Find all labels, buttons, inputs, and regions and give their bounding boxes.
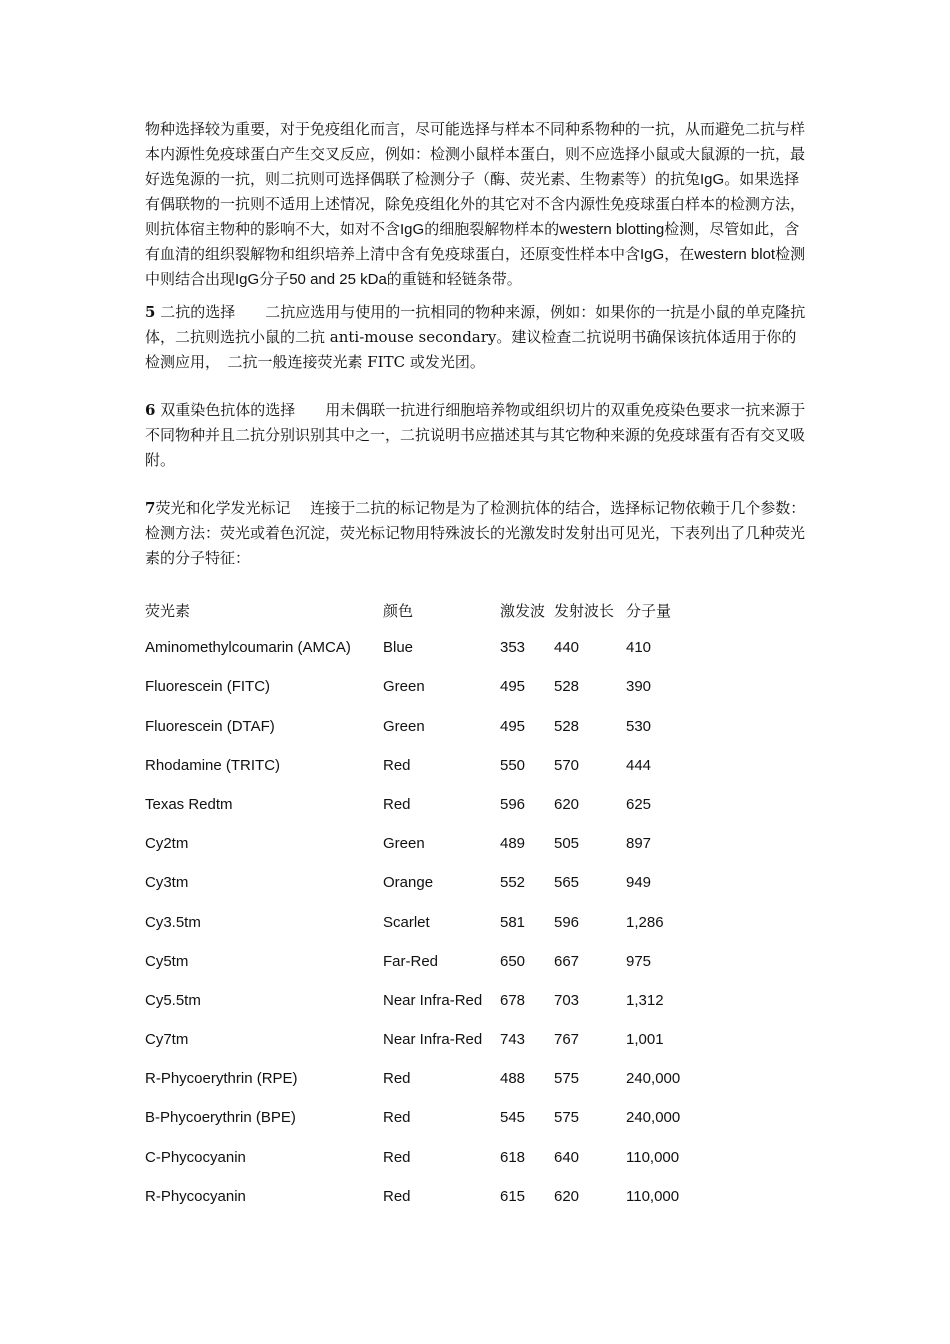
table-header-row [145,594,765,633]
text-run: 。如果选择有偶联物的一抗则不适用上述情况，除免疫组化外的其它对不含内源性免疫球蛋白样本的检测方法，则抗体宿主物种的影响不大，如对不含 [145,170,806,238]
section-number: 6 [145,401,156,419]
header-excitation: 激发波 [500,602,546,620]
paragraph-species-selection [145,117,809,292]
text-run: 的细胞裂解物样本的 [424,220,560,238]
text-run: 物种选择较为重要，对于免疫组化而言，尽可能选择与样本不同种系物种的一抗，从而避免二抗与样本内源性免疫球蛋白产生交叉反应，例如：检测小鼠样本蛋白，则不应选择小鼠或大鼠源的一抗，最好选兔源的一抗，则二抗则可选择偶联了检测分子（酶、荧光素、生物素等）的抗兔 [145,120,806,188]
section-number: 7 [145,499,156,517]
text-run: 分子 [259,270,290,288]
cell-fluorophore: Aminomethylcoumarin (AMCA) [145,639,351,657]
cell-excitation: 615 [500,1187,526,1205]
table-body [145,633,765,1221]
cell-excitation: 495 [500,717,526,735]
cell-emission: 440 [554,639,580,657]
table-row [145,633,765,672]
text-run: IgG [640,246,665,263]
cell-molecular-weight: 390 [626,678,652,696]
cell-fluorophore: Cy7tm [145,1031,189,1049]
cell-excitation: 489 [500,835,526,853]
cell-color: Blue [383,639,414,657]
cell-fluorophore: C-Phycocyanin [145,1148,246,1166]
header-color: 颜色 [383,602,414,620]
table-row [145,712,765,751]
cell-excitation: 495 [500,678,526,696]
cell-emission: 596 [554,913,580,931]
text-run: IgG [235,271,260,288]
cell-molecular-weight: 897 [626,835,652,853]
cell-molecular-weight: 975 [626,952,652,970]
cell-molecular-weight: 444 [626,756,652,774]
cell-excitation: 743 [500,1031,526,1049]
cell-emission: 575 [554,1070,580,1088]
table-row [145,1143,765,1182]
text-run: 的重链和轻链条带。 [386,270,522,288]
table-row [145,1025,765,1064]
cell-excitation: 353 [500,639,526,657]
cell-color: Red [383,1109,411,1127]
table-row [145,672,765,711]
cell-fluorophore: R-Phycocyanin [145,1187,246,1205]
header-fluorophore: 荧光素 [145,602,191,620]
cell-fluorophore: Fluorescein (DTAF) [145,717,275,735]
table-row [145,1103,765,1142]
table-row [145,1064,765,1103]
cell-excitation: 678 [500,991,526,1009]
cell-color: Near Infra-Red [383,1031,483,1049]
cell-color: Far-Red [383,952,439,970]
text-run: western blot [694,246,776,263]
cell-emission: 667 [554,952,580,970]
cell-molecular-weight: 240,000 [626,1070,681,1088]
table-row [145,829,765,868]
cell-molecular-weight: 1,312 [626,991,664,1009]
header-molecular-weight: 分子量 [626,602,672,620]
cell-fluorophore: Texas Redtm [145,795,233,813]
cell-emission: 767 [554,1031,580,1049]
paragraph-text: 荧光和化学发光标记 连接于二抗的标记物是为了检测抗体的结合，选择标记物依赖于几个参数：检测方法：荧光或着色沉淀，荧光标记物用特殊波长的光激发时发射出可见光，下表列出了几种荧光素的分子特征： [145,499,806,567]
cell-emission: 565 [554,874,580,892]
paragraph-double-staining [145,398,809,473]
cell-molecular-weight: 1,286 [626,913,664,931]
cell-emission: 570 [554,756,580,774]
cell-excitation: 596 [500,795,526,813]
cell-fluorophore: Cy3tm [145,874,189,892]
cell-fluorophore: Cy3.5tm [145,913,201,931]
cell-excitation: 550 [500,756,526,774]
cell-emission: 528 [554,678,580,696]
paragraph-text: 双重染色抗体的选择 用未偶联一抗进行细胞培养物或组织切片的双重免疫染色要求一抗来源于不同物种并且二抗分别识别其中之一，二抗说明书应描述其与其它物种来源的免疫球蛋有否有交叉吸附。 [145,401,806,469]
cell-fluorophore: Rhodamine (TRITC) [145,756,281,774]
cell-color: Green [383,678,425,696]
cell-emission: 620 [554,795,580,813]
cell-color: Green [383,835,425,853]
cell-fluorophore: Cy2tm [145,835,189,853]
cell-color: Near Infra-Red [383,991,483,1009]
section-number: 5 [145,303,156,321]
cell-emission: 575 [554,1109,580,1127]
cell-emission: 528 [554,717,580,735]
cell-molecular-weight: 949 [626,874,652,892]
cell-fluorophore: Cy5.5tm [145,991,201,1009]
table-row [145,947,765,986]
text-run: western blotting [559,221,665,238]
cell-molecular-weight: 625 [626,795,652,813]
cell-color: Red [383,1070,411,1088]
cell-excitation: 581 [500,913,526,931]
paragraph-labels [145,496,809,571]
cell-emission: 640 [554,1148,580,1166]
cell-color: Red [383,1148,411,1166]
header-emission: 发射波长 [554,602,615,620]
table-row [145,790,765,829]
cell-molecular-weight: 1,001 [626,1031,664,1049]
text-run: 50 and 25 kDa [289,271,387,288]
cell-excitation: 552 [500,874,526,892]
cell-excitation: 618 [500,1148,526,1166]
cell-fluorophore: Fluorescein (FITC) [145,678,271,696]
cell-excitation: 545 [500,1109,526,1127]
table-row [145,1182,765,1221]
text-run: ，在 [664,245,695,263]
cell-color: Scarlet [383,913,430,931]
cell-molecular-weight: 410 [626,639,652,657]
text-run: 检测，尽管如此，含有血清的组织裂解物和组织培养上清中含有免疫球蛋白，还原变性样本中含 [145,220,800,263]
cell-emission: 620 [554,1187,580,1205]
cell-fluorophore: B-Phycoerythrin (BPE) [145,1109,296,1127]
table-row [145,908,765,947]
table-row [145,986,765,1025]
cell-molecular-weight: 530 [626,717,652,735]
cell-molecular-weight: 110,000 [626,1148,680,1166]
cell-color: Green [383,717,425,735]
cell-fluorophore: Cy5tm [145,952,189,970]
cell-molecular-weight: 110,000 [626,1187,680,1205]
cell-color: Red [383,795,411,813]
cell-color: Orange [383,874,434,892]
text-run: IgG [700,171,725,188]
table-row [145,868,765,907]
table-row [145,751,765,790]
cell-fluorophore: R-Phycoerythrin (RPE) [145,1070,298,1088]
fluorophore-table [145,594,765,1221]
cell-emission: 505 [554,835,580,853]
text-run: 检测中则结合出现 [145,245,806,288]
cell-excitation: 650 [500,952,526,970]
cell-emission: 703 [554,991,580,1009]
cell-excitation: 488 [500,1070,526,1088]
cell-color: Red [383,1187,411,1205]
paragraph-text: 二抗的选择 二抗应选用与使用的一抗相同的物种来源，例如：如果你的一抗是小鼠的单克隆抗体，二抗则选抗小鼠的二抗 anti-mouse secondary。建议检查二抗说明书确保该抗体适用于你的检测应用， 二抗一般连接荧光素 FITC 或发光团。 [145,303,806,371]
text-run: IgG [400,221,425,238]
cell-color: Red [383,756,411,774]
paragraph-secondary-antibody [145,300,809,375]
cell-molecular-weight: 240,000 [626,1109,681,1127]
